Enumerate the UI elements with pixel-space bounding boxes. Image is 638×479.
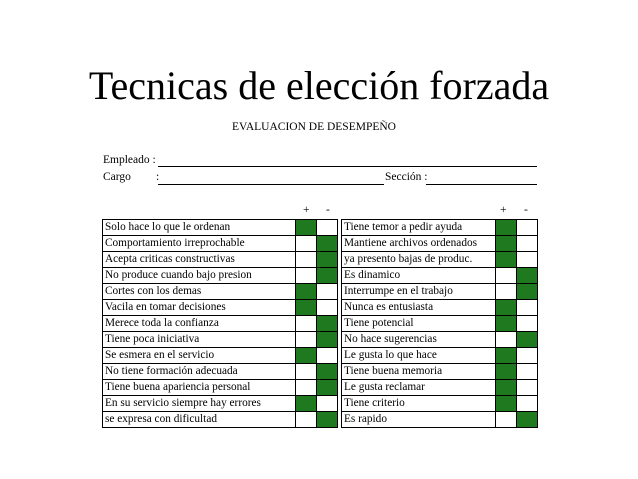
plus-checkbox[interactable]: [496, 396, 517, 412]
trait-text: Se esmera en el servicio: [103, 348, 296, 364]
seccion-label: Sección :: [385, 171, 428, 183]
minus-checkbox[interactable]: [317, 396, 338, 412]
trait-text: Solo hace lo que le ordenan: [103, 220, 296, 236]
plus-checkbox[interactable]: [496, 268, 517, 284]
table-row: [342, 396, 538, 412]
trait-text: Merece toda la confianza: [103, 316, 296, 332]
minus-checkbox[interactable]: [517, 268, 538, 284]
table-row: [103, 252, 338, 268]
minus-checkbox[interactable]: [517, 316, 538, 332]
minus-checkbox[interactable]: [317, 348, 338, 364]
trait-text: No hace sugerencias: [342, 332, 496, 348]
plus-checkbox[interactable]: [296, 332, 317, 348]
minus-checkbox[interactable]: [517, 396, 538, 412]
table-row: [342, 284, 538, 300]
plus-checkbox[interactable]: [296, 412, 317, 428]
plus-checkbox[interactable]: [296, 364, 317, 380]
table-row: [103, 300, 338, 316]
trait-text: Interrumpe en el trabajo: [342, 284, 496, 300]
plus-checkbox[interactable]: [496, 380, 517, 396]
table-row: [342, 348, 538, 364]
table-row: [103, 332, 338, 348]
table-row: [103, 364, 338, 380]
minus-checkbox[interactable]: [517, 284, 538, 300]
trait-text: Tiene poca iniciativa: [103, 332, 296, 348]
empleado-field[interactable]: [158, 166, 537, 167]
trait-text: Cortes con los demas: [103, 284, 296, 300]
table-row: [103, 316, 338, 332]
trait-text: Tiene buena apariencia personal: [103, 380, 296, 396]
trait-text: Le gusta lo que hace: [342, 348, 496, 364]
plus-checkbox[interactable]: [296, 220, 317, 236]
plus-checkbox[interactable]: [296, 284, 317, 300]
trait-text: ya presento bajas de produc.: [342, 252, 496, 268]
trait-text: Mantiene archivos ordenados: [342, 236, 496, 252]
seccion-field[interactable]: [426, 184, 537, 185]
trait-text: Acepta criticas constructivas: [103, 252, 296, 268]
minus-checkbox[interactable]: [317, 220, 338, 236]
plus-checkbox[interactable]: [296, 380, 317, 396]
minus-checkbox[interactable]: [317, 412, 338, 428]
plus-checkbox[interactable]: [496, 316, 517, 332]
table-row: [342, 412, 538, 428]
trait-text: Comportamiento irreprochable: [103, 236, 296, 252]
minus-checkbox[interactable]: [317, 284, 338, 300]
right-traits-table: [341, 219, 538, 428]
table-row: [103, 396, 338, 412]
minus-checkbox[interactable]: [317, 252, 338, 268]
trait-text: Nunca es entusiasta: [342, 300, 496, 316]
table-row: [342, 364, 538, 380]
plus-checkbox[interactable]: [296, 300, 317, 316]
trait-text: Es dinamico: [342, 268, 496, 284]
minus-checkbox[interactable]: [517, 380, 538, 396]
plus-checkbox[interactable]: [296, 396, 317, 412]
table-row: [342, 268, 538, 284]
minus-checkbox[interactable]: [517, 300, 538, 316]
table-row: [103, 268, 338, 284]
plus-checkbox[interactable]: [496, 348, 517, 364]
trait-text: Es rapido: [342, 412, 496, 428]
minus-checkbox[interactable]: [517, 220, 538, 236]
minus-checkbox[interactable]: [517, 364, 538, 380]
trait-text: se expresa con dificultad: [103, 412, 296, 428]
minus-checkbox[interactable]: [317, 364, 338, 380]
plus-checkbox[interactable]: [496, 236, 517, 252]
trait-text: No tiene formación adecuada: [103, 364, 296, 380]
form-subtitle: EVALUACION DE DESEMPEÑO: [232, 121, 396, 133]
trait-text: Vacila en tomar decisiones: [103, 300, 296, 316]
trait-text: Tiene potencial: [342, 316, 496, 332]
trait-text: Tiene temor a pedir ayuda: [342, 220, 496, 236]
trait-text: Le gusta reclamar: [342, 380, 496, 396]
minus-checkbox[interactable]: [517, 348, 538, 364]
table-row: [103, 348, 338, 364]
plus-checkbox[interactable]: [296, 236, 317, 252]
table-row: [342, 316, 538, 332]
table-row: [342, 220, 538, 236]
table-row: [103, 380, 338, 396]
page-title: Tecnicas de elección forzada: [88, 63, 550, 108]
plus-checkbox[interactable]: [296, 348, 317, 364]
minus-checkbox[interactable]: [317, 236, 338, 252]
plus-checkbox[interactable]: [496, 412, 517, 428]
table-row: [342, 300, 538, 316]
plus-checkbox[interactable]: [496, 300, 517, 316]
table-row: [103, 412, 338, 428]
trait-text: No produce cuando bajo presion: [103, 268, 296, 284]
left-traits-table: [102, 219, 338, 428]
plus-checkbox[interactable]: [496, 332, 517, 348]
minus-checkbox[interactable]: [317, 380, 338, 396]
minus-checkbox[interactable]: [317, 268, 338, 284]
table-row: [342, 236, 538, 252]
trait-text: En su servicio siempre hay errores: [103, 396, 296, 412]
trait-text: Tiene criterio: [342, 396, 496, 412]
trait-text: Tiene buena memoria: [342, 364, 496, 380]
plus-checkbox[interactable]: [496, 252, 517, 268]
cargo-field[interactable]: [158, 184, 384, 185]
minus-checkbox[interactable]: [517, 252, 538, 268]
table-row: [103, 236, 338, 252]
cargo-label: Cargo: [103, 171, 131, 183]
minus-checkbox[interactable]: [517, 236, 538, 252]
plus-checkbox[interactable]: [496, 220, 517, 236]
minus-checkbox[interactable]: [517, 332, 538, 348]
table-row: [342, 252, 538, 268]
minus-checkbox[interactable]: [317, 332, 338, 348]
cargo-colon: :: [156, 171, 160, 183]
plus-checkbox[interactable]: [296, 316, 317, 332]
right-minus-header: -: [524, 204, 528, 216]
right-plus-header: +: [500, 204, 507, 216]
table-row: [342, 332, 538, 348]
table-row: [103, 284, 338, 300]
left-plus-header: +: [303, 204, 310, 216]
plus-checkbox[interactable]: [496, 364, 517, 380]
plus-checkbox[interactable]: [296, 252, 317, 268]
table-row: [103, 220, 338, 236]
left-minus-header: -: [326, 204, 330, 216]
table-row: [342, 380, 538, 396]
minus-checkbox[interactable]: [317, 316, 338, 332]
empleado-label: Empleado :: [103, 154, 156, 166]
minus-checkbox[interactable]: [317, 300, 338, 316]
minus-checkbox[interactable]: [517, 412, 538, 428]
plus-checkbox[interactable]: [296, 268, 317, 284]
plus-checkbox[interactable]: [496, 284, 517, 300]
